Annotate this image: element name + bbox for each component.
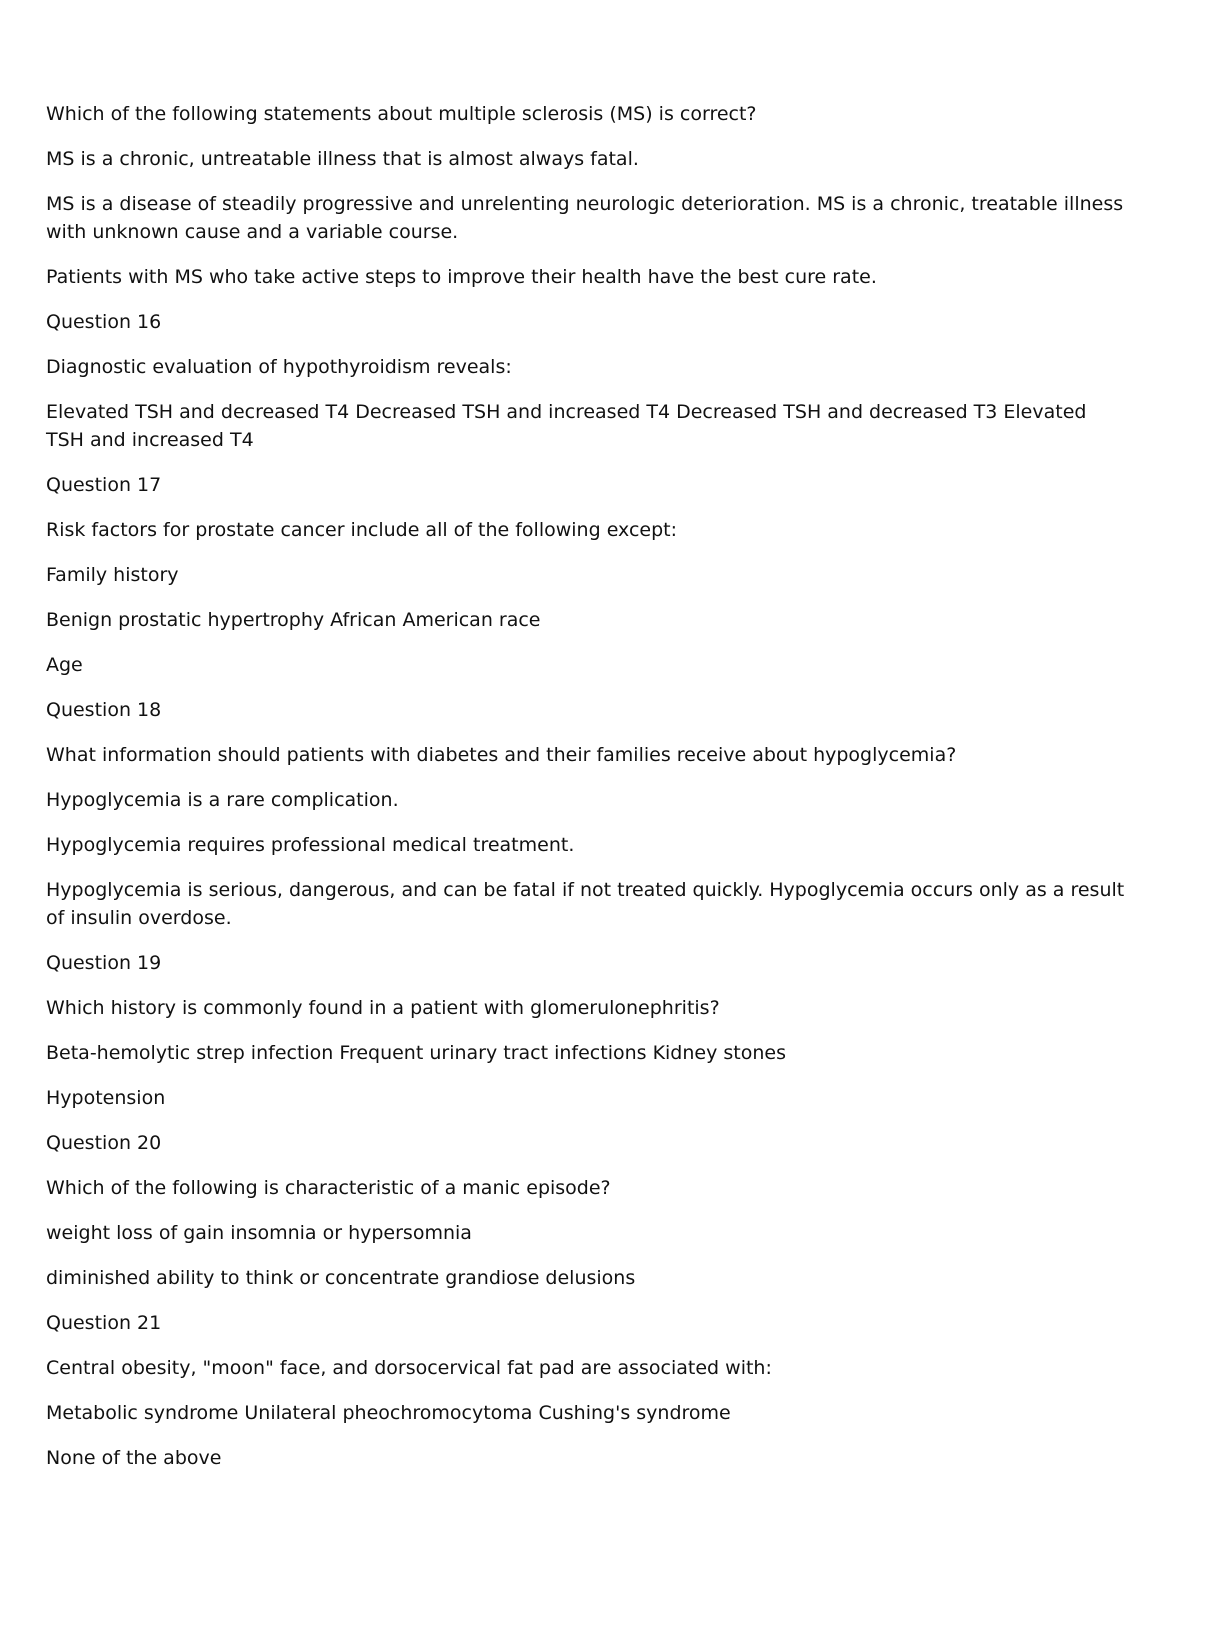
question-15-option: MS is a chronic, untreatable illness that is almost always fatal. [46,148,639,170]
question-21-stem: Central obesity, "moon" face, and dorsocervical fat pad are associated with: [46,1357,772,1379]
question-16-stem: Diagnostic evaluation of hypothyroidism reveals: [46,356,512,378]
question-21-options: Metabolic syndrome Unilateral pheochromocytoma Cushing's syndrome [46,1402,731,1424]
question-17-option: Benign prostatic hypertrophy African American race [46,609,541,631]
question-18-option: Hypoglycemia requires professional medical treatment. [46,834,575,856]
question-15-option: MS is a disease of steadily progressive and unrelenting neurologic deterioration. MS is a chronic, treatable illness with unknown cause and a variable course. [46,193,1124,243]
question-16-options: Elevated TSH and decreased T4 Decreased TSH and increased T4 Decreased TSH and decreased T3 Elevated TSH and increased T4 [46,401,1087,451]
question-17-option: Age [46,654,83,676]
question-18-stem: What information should patients with diabetes and their families receive about hypoglycemia? [46,744,957,766]
question-17-heading: Question 17 [46,474,162,496]
question-19-heading: Question 19 [46,952,162,974]
question-18-option: Hypoglycemia is serious, dangerous, and can be fatal if not treated quickly. Hypoglycemia occurs only as a result of insulin overdose. [46,879,1125,929]
question-15-option: Patients with MS who take active steps to improve their health have the best cure rate. [46,266,877,288]
question-18-heading: Question 18 [46,699,162,721]
question-20-heading: Question 20 [46,1132,162,1154]
question-19-option: Hypotension [46,1087,166,1109]
question-17-option: Family history [46,564,179,586]
document-body [46,100,1126,1489]
question-20-options: diminished ability to think or concentrate grandiose delusions [46,1267,636,1289]
question-20-options: weight loss of gain insomnia or hypersomnia [46,1222,472,1244]
question-17-stem: Risk factors for prostate cancer include all of the following except: [46,519,678,541]
question-19-stem: Which history is commonly found in a patient with glomerulonephritis? [46,997,720,1019]
question-18-option: Hypoglycemia is a rare complication. [46,789,399,811]
question-21-option: None of the above [46,1447,222,1469]
question-21-heading: Question 21 [46,1312,162,1334]
question-15-stem: Which of the following statements about multiple sclerosis (MS) is correct? [46,103,757,125]
question-16-heading: Question 16 [46,311,162,333]
question-19-options: Beta-hemolytic strep infection Frequent urinary tract infections Kidney stones [46,1042,786,1064]
question-20-stem: Which of the following is characteristic of a manic episode? [46,1177,611,1199]
